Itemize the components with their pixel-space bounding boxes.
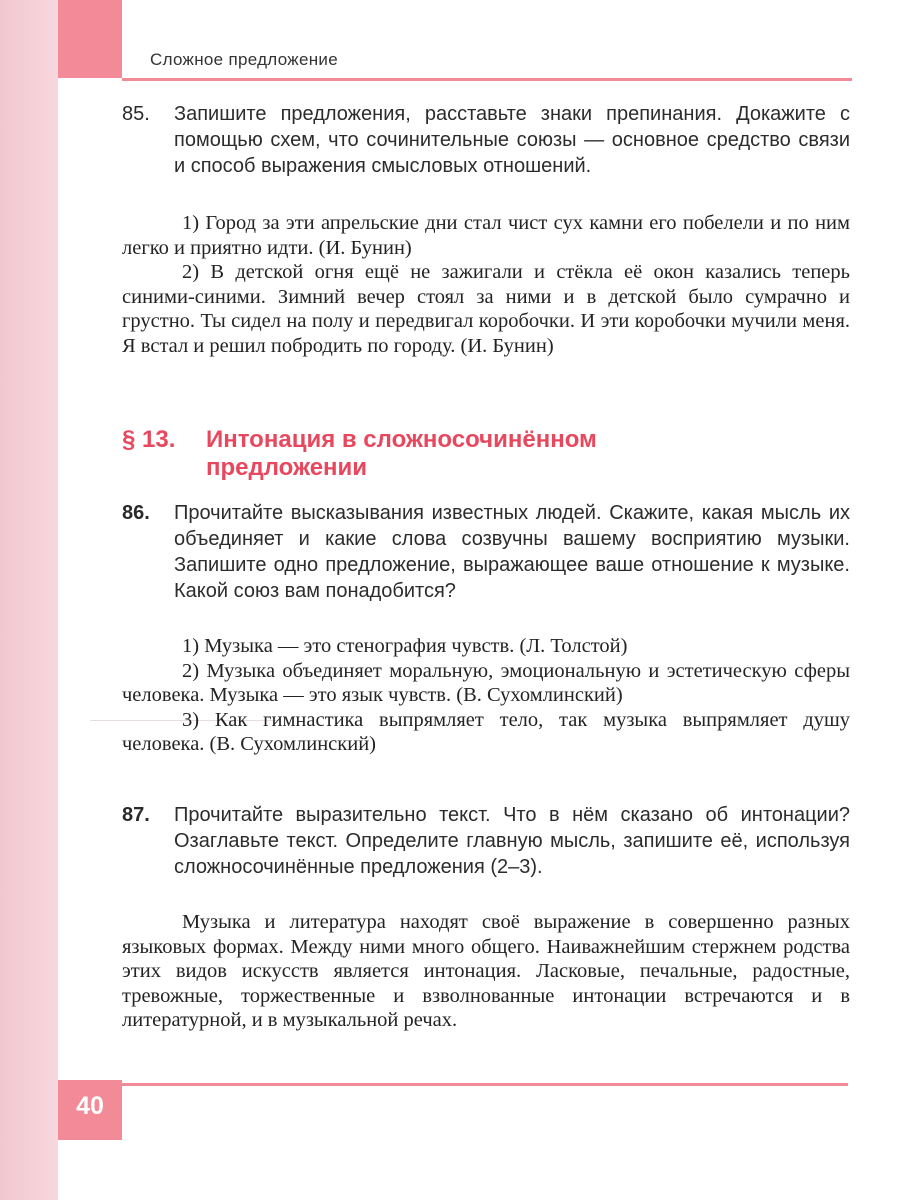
task-instruction: Запишите предложения, расставьте знаки препинания. Докажите с помощью схем, что сочинительные союзы — основное средство связи и способ выражения смысловых отношений. <box>174 103 850 177</box>
footer-rule <box>122 1083 848 1086</box>
header-color-block <box>58 0 122 78</box>
task-86-quotes <box>122 634 850 757</box>
quote-item: 1) Музыка — это стенография чувств. (Л. Толстой) <box>182 635 628 657</box>
task-86 <box>122 500 850 604</box>
task-number: 85. <box>122 103 150 125</box>
page-number: 40 <box>76 1092 104 1120</box>
task-87 <box>122 802 850 880</box>
task-instruction: Прочитайте выразительно текст. Что в нём сказано об интонации? Озаглавьте текст. Определите главную мысль, запишите её, используя сложносочинённые предложения (2–3). <box>174 804 850 878</box>
quote-item: 3) Как гимнастика выпрямляет тело, так музыка выпрямляет душу человека. (В. Сухомлинский) <box>122 708 850 755</box>
task-87-text <box>122 910 850 1033</box>
header-rule <box>122 78 852 81</box>
task-85-sentences <box>122 211 850 358</box>
sentence-item: 2) В детской огня ещё не зажигали и стёкла её окон казались теперь синими-синими. Зимний вечер стоял за ними и в детской было сумрачно и грустно. Ты сидел на полу и передвигал коробочки. И эти коробочки мучили меня. Я встал и решил побродить по городу. (И. Бунин) <box>122 261 850 357</box>
task-instruction: Прочитайте высказывания известных людей. Скажите, какая мысль их объединяет и какие слова созвучны вашему восприятию музыки. Запишите одно предложение, выражающее ваше отношение к музыке. Какой союз вам понадобится? <box>174 502 850 602</box>
section-title-line1: Интонация в сложносочинённом <box>206 426 597 453</box>
text-paragraph: Музыка и литература находят своё выражение в совершенно разных языковых формах. Между ними много общего. Наиважнейшим стержнем родства этих видов искусств является интонация. Ласковые, печальные, радостные, тревожные, торжественные и взволнованные интонации встречаются и в литературной, и в музыкальной речах. <box>122 911 850 1031</box>
section-number: § 13. <box>122 426 176 453</box>
task-number: 86. <box>122 502 150 524</box>
running-title: Сложное предложение <box>150 50 338 69</box>
section-title-line2: предложении <box>206 454 368 481</box>
left-margin-band <box>0 0 58 1200</box>
task-number: 87. <box>122 804 150 826</box>
task-85 <box>122 101 850 179</box>
quote-item: 2) Музыка объединяет моральную, эмоциональную и эстетическую сферы человека. Музыка — это язык чувств. (В. Сухомлинский) <box>122 659 850 706</box>
section-heading <box>122 426 822 482</box>
sentence-item: 1) Город за эти апрельские дни стал чист сух камни его побелели и по ним легко и приятно идти. (И. Бунин) <box>122 212 850 259</box>
